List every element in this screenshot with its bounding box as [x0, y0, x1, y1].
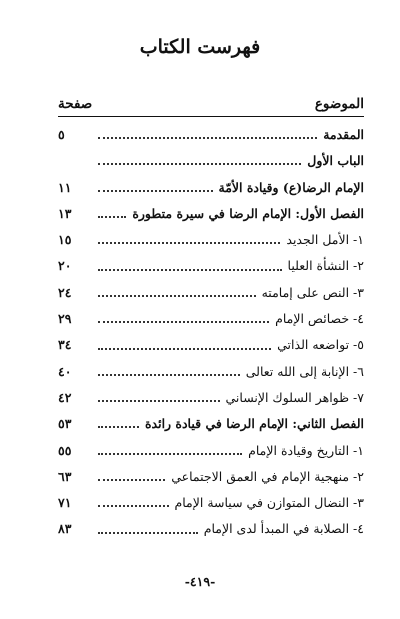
toc-entry-topic: ٣- النضال المتوازن في سياسة الإمام [174, 495, 364, 511]
toc-entry-topic: ٢- النشأة العليا [287, 258, 364, 274]
toc-entry-page: ٥٥ [58, 442, 72, 458]
toc-entry-topic: الفصل الثاني: الإمام الرضا في قيادة رائدة [144, 416, 364, 432]
toc-entry [58, 438, 364, 464]
page-number: -٤١٩- [184, 574, 216, 589]
toc-entry-page: ٢٠ [58, 258, 72, 274]
toc-entry-page: ٤٠ [58, 363, 72, 379]
toc-header [58, 96, 364, 117]
dot-leader [98, 321, 269, 323]
toc-entry [58, 280, 364, 306]
dot-leader [98, 269, 282, 271]
page-title: فهرست الكتاب [139, 36, 261, 58]
toc-entry [58, 411, 364, 437]
toc-entry-page: ١٣ [58, 205, 72, 221]
dot-leader [98, 190, 213, 192]
dot-leader [98, 426, 139, 428]
toc-entry [58, 306, 364, 332]
dot-leader [98, 295, 256, 297]
toc-entry-page: ١١ [58, 179, 72, 195]
toc-entry [58, 175, 364, 201]
toc-entry-page: ٥ [58, 127, 65, 142]
toc-entry-page: ٧١ [58, 495, 72, 511]
dot-leader [98, 400, 220, 402]
toc-entry-topic: ٤- الصلابة في المبدأ لدى الإمام [203, 521, 364, 537]
toc-entry-page: ٤٢ [58, 389, 72, 405]
toc-entry-page: ٨٣ [58, 521, 72, 537]
toc-entry [58, 122, 364, 148]
dot-leader [98, 505, 169, 507]
dot-leader [98, 374, 240, 376]
toc-entry-topic: ٣- النص على إمامته [261, 284, 364, 300]
toc-entry-page: ٣٤ [58, 337, 72, 353]
toc-entry-page: ٢٤ [58, 284, 72, 300]
dot-leader [98, 453, 242, 455]
toc-entry-topic: ٧- ظواهر السلوك الإنساني [225, 389, 364, 405]
toc-entry-page: ٦٣ [58, 468, 72, 484]
toc-entry [58, 490, 364, 516]
toc-entry-page: ١٥ [58, 232, 72, 248]
dot-leader [98, 163, 301, 165]
toc-entry-topic: ١- التاريخ وقيادة الإمام [248, 442, 364, 458]
toc-entry-page: ٢٩ [58, 311, 72, 327]
toc-entry-topic: المقدمة [323, 127, 364, 142]
toc-entry-topic: الإمام الرضا(ع) وقيادة الأمّة [218, 179, 364, 195]
toc-entry [58, 253, 364, 279]
toc-entry-page: ٥٣ [58, 416, 72, 432]
toc-entry-topic: ٦- الإنابة إلى الله تعالى [245, 363, 364, 379]
toc-entry [58, 464, 364, 490]
toc-entry [58, 148, 364, 174]
toc-entry-topic: ٥- تواضعه الذاتي [277, 337, 364, 353]
page-column-header: صفحة [58, 96, 93, 112]
dot-leader [98, 479, 165, 481]
toc-entry [58, 385, 364, 411]
toc-entry [58, 516, 364, 542]
dot-leader [98, 532, 198, 534]
toc-entry-topic: ٤- خصائص الإمام [275, 311, 364, 327]
toc-entry [58, 332, 364, 358]
toc-entry-topic: ١- الأمل الجديد [286, 232, 364, 248]
toc-entry-topic: الباب الأول [307, 153, 364, 169]
toc-entry-topic: الفصل الأول: الإمام الرضا في سيرة متطورة [132, 205, 364, 221]
dot-leader [98, 348, 271, 350]
dot-leader [98, 216, 126, 218]
dot-leader [98, 242, 280, 244]
toc-entry [58, 227, 364, 253]
toc-entry-topic: ٢- منهجية الإمام في العمق الاجتماعي [171, 468, 364, 484]
topic-column-header: الموضوع [314, 96, 364, 112]
toc-list [58, 122, 364, 543]
toc-entry [58, 201, 364, 227]
toc-entry [58, 359, 364, 385]
dot-leader [98, 137, 317, 139]
